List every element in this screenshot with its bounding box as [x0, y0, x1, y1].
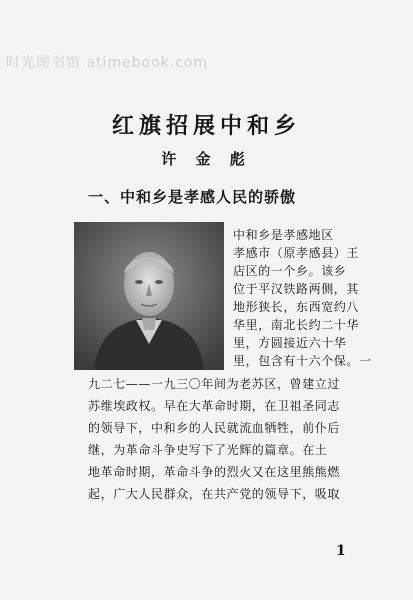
body-line: 里，方圆接近六十华: [233, 336, 347, 350]
body-line: 中和乡是孝感地区: [233, 228, 334, 242]
body-line: 里，包含有十六个保。一: [233, 354, 372, 368]
body-line: 孝感市（原孝感县）王: [233, 246, 360, 260]
body-line: 店区的一个乡。该乡: [233, 264, 347, 278]
body-line: 九二七——一九三〇年间为老苏区，曾建立过: [88, 377, 341, 391]
page-title: 红旗招展中和乡: [111, 114, 301, 139]
body-line: 地形狭长，东西宽约八: [233, 300, 360, 314]
body-line: 继，为革命斗争史写下了光辉的篇章。在土: [88, 443, 328, 457]
body-line: 位于平汉铁路两侧，其: [233, 282, 360, 296]
author-name: 许 金 彪: [161, 150, 252, 168]
body-line: 起，广大人民群众，在共产党的领导下，吸取: [88, 487, 341, 501]
watermark-text: 时光图书馆 atimebook.com: [6, 55, 209, 71]
body-line: 地革命时期，革命斗争的烈火又在这里熊熊燃: [88, 465, 341, 479]
body-line: 苏维埃政权。早在大革命时期，在卫祖圣同志: [88, 399, 341, 413]
portrait-photo: [74, 222, 224, 370]
body-line: 的领导下，中和乡的人民就流血牺牲，前仆后: [88, 421, 341, 435]
body-line: 华里，南北长约二十华: [233, 318, 360, 332]
section-heading: 一、中和乡是孝感人民的骄傲: [88, 188, 297, 206]
page-number: 1: [336, 543, 346, 559]
